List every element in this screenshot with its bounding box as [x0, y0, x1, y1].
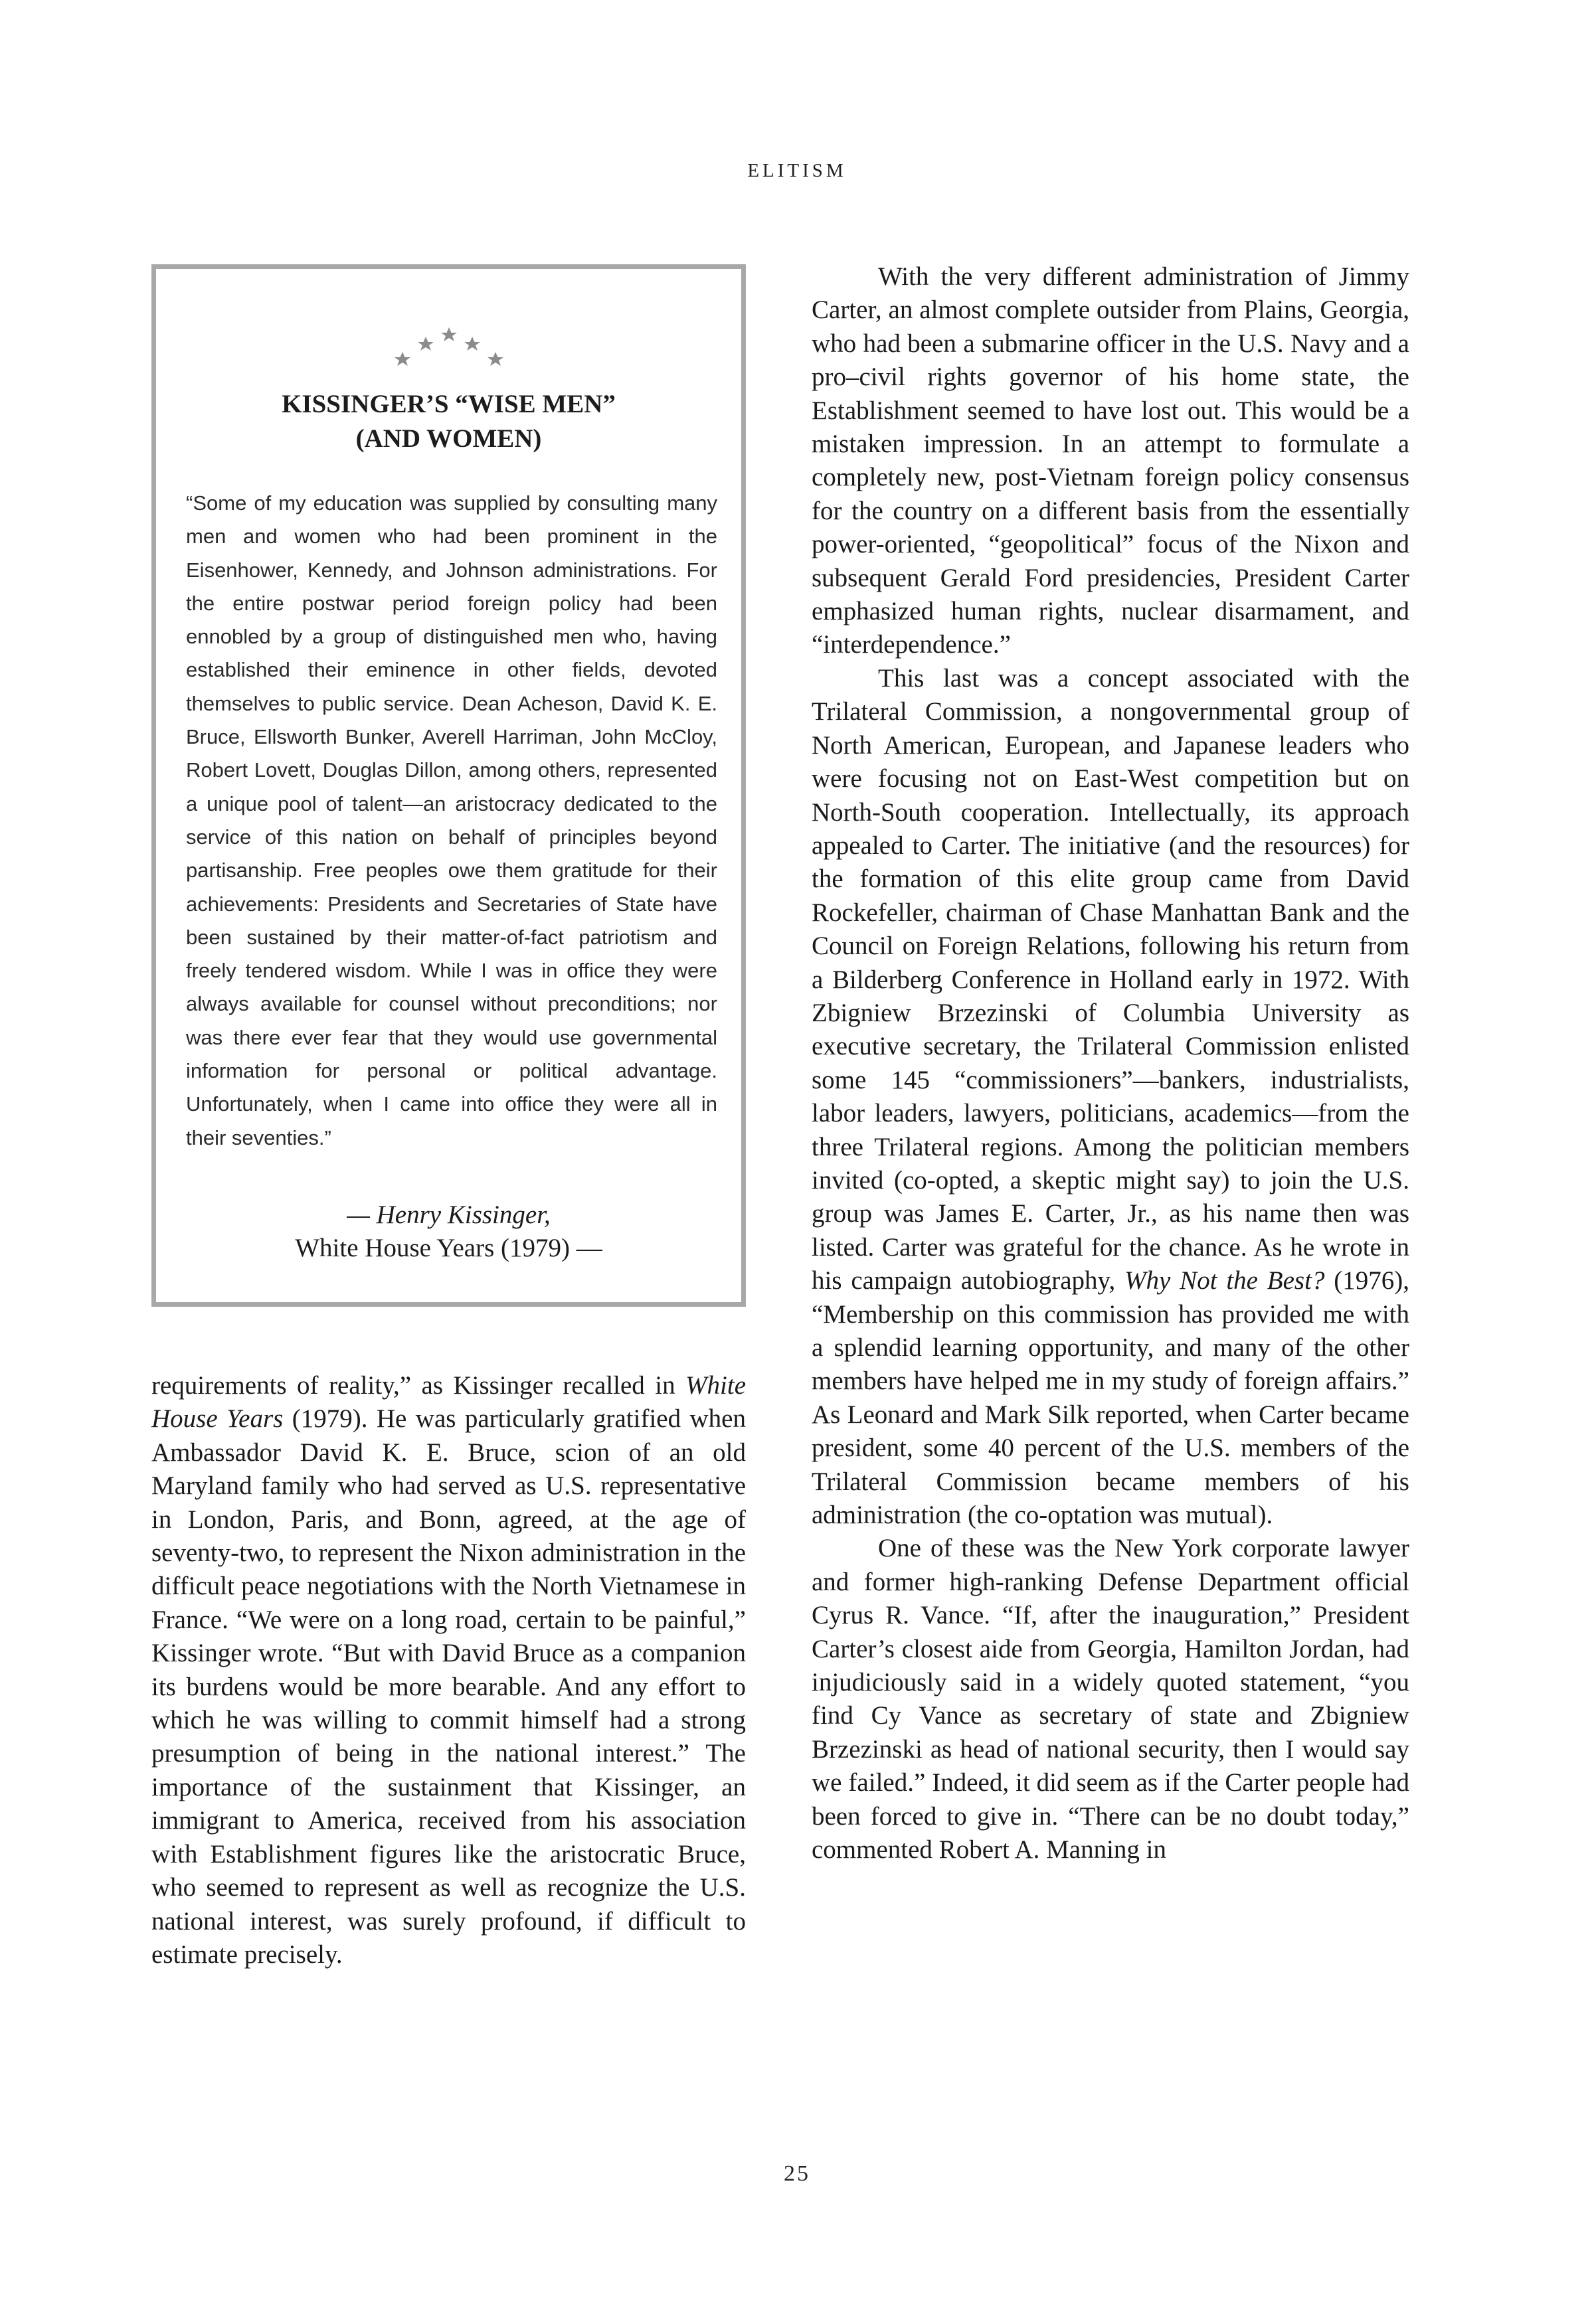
left-column-text — [151, 1369, 746, 1971]
right-column-text — [812, 260, 1409, 1867]
star-icon — [418, 337, 434, 351]
attribution-work: White House Years (1979) — — [295, 1234, 602, 1262]
star-icon — [395, 352, 410, 366]
right-paragraph-1: With the very different administration of Jimmy Carter, an almost complete outsider from Plains, Georgia, who had been a submarine officer in the U.S. Navy and a pro–civil rights governor of his home state, the Establishment seemed to have lost out. This would be a mistaken impression. In an attempt to formulate a completely new, post-Vietnam foreign policy consensus for the country on a different basis from the essentially power-oriented, “geopolitical” focus of the Nixon and subsequent Gerald Ford presidencies, President Carter emphasized human rights, nuclear disarmament, and “interdependence.” — [812, 262, 1409, 659]
sidebar-box — [151, 264, 746, 1307]
star-icon — [487, 352, 503, 366]
stars-icon — [156, 322, 741, 369]
right-paragraph-3: One of these was the New York corporate lawyer and former high-ranking Defense Department official Cyrus R. Vance. “If, after the inauguration,” President Carter’s closest aide from Georgia, Hamilton Jordan, had injudiciously said in a widely quoted statement, “you find Cy Vance as secretary of state and Zbigniew Brzezinski as head of national security, then I would say we failed.” Indeed, it did seem as if the Carter people had been forced to give in. “There can be no doubt today,” commented Robert A. Manning in — [812, 1534, 1409, 1865]
star-icon — [441, 327, 457, 341]
sidebar-title-line2: (AND WOMEN) — [355, 424, 542, 453]
left-paragraph — [151, 1369, 746, 1971]
sidebar-title — [156, 387, 741, 456]
text-run: requirements of reality,” as Kissinger recalled in — [151, 1371, 686, 1400]
book-title: Why Not the Best? — [1124, 1266, 1325, 1295]
text-run: (1976), “Membership on this commission has provided me with a splendid learning opportunity, and many of the other members have helped me in my study of foreign affairs.” As Leonard and Mark Silk reported, when Carter became president, some 40 percent of the U.S. members of the Trilateral Commission became members of his administration (the co-optation was mutual). — [812, 1266, 1409, 1530]
sidebar-title-line1: KISSINGER’S “WISE MEN” — [282, 390, 616, 418]
text-run: (1979). He was particularly gratified when Ambassador David K. E. Bruce, scion of an old Maryland family who had served as U.S. representative in London, Paris, and Bonn, agreed, at the age of seventy-two, to represent the Nixon administration in the difficult peace negotiations with the North Vietnamese in France. “We were on a long road, certain to be painful,” Kissinger wrote. “But with David Bruce as a companion its burdens would be more bearable. And any effort to which he was willing to commit himself had a strong presumption of being in the national interest.” The importance of the sustainment that Kissinger, an immigrant to America, received from his association with Establishment figures like the aristocratic Bruce, who seemed to represent as well as recognize the U.S. national interest, was surely profound, if difficult to estimate precisely. — [151, 1404, 746, 1969]
text-run: This last was a concept associated with the Trilateral Commission, a nongovernmental group of North American, European, and Japanese leaders who were focusing not on East-West competition but on North-South cooperation. Intellectually, its approach appealed to Carter. The initiative (and the resources) for the formation of this elite group came from David Rockefeller, chairman of Chase Manhattan Bank and the Council on Foreign Relations, following his return from a Bilderberg Conference in Holland early in 1972. With Zbigniew Brzezinski of Columbia University as executive secretary, the Trilateral Commission enlisted some 145 “commissioners”—bankers, industrialists, labor leaders, lawyers, politicians, academics—from the three Trilateral regions. Among the politician members invited (co-opted, a skeptic might say) to join the U.S. group was James E. Carter, Jr., as his name then was listed. Carter was grateful for the chance. As he wrote in his campaign autobiography, — [812, 663, 1409, 1295]
sidebar-quote: “Some of my education was supplied by consulting many men and women who had been prominent in the Eisenhower, Kennedy, and Johnson administrations. For the entire postwar period foreign policy had been ennobled by a group of distinguished men who, having established their eminence in other fields, devoted themselves to public service. Dean Acheson, David K. E. Bruce, Ellsworth Bunker, Averell Harriman, John McCloy, Robert Lovett, Douglas Dillon, among others, represented a unique pool of talent—an aristocracy dedicated to the service of this nation on behalf of principles beyond partisanship. Free peoples owe them gratitude for their achievements: Presidents and Secretaries of State have been sustained by their matter-of-fact patriotism and freely tendered wisdom. While I was in office they were always available for counsel without preconditions; nor was there ever fear that they would use governmental information for personal or political advantage. Unfortunately, when I came into office they were all in their seventies.” — [186, 491, 717, 1149]
sidebar-attribution — [156, 1199, 741, 1265]
running-head: ELITISM — [747, 160, 847, 181]
right-paragraph-2 — [812, 662, 1409, 1533]
attribution-name: — Henry Kissinger, — [347, 1201, 551, 1229]
book-title: White House Years — [151, 1371, 746, 1434]
page-number: 25 — [784, 2161, 810, 2186]
star-icon — [464, 337, 480, 351]
